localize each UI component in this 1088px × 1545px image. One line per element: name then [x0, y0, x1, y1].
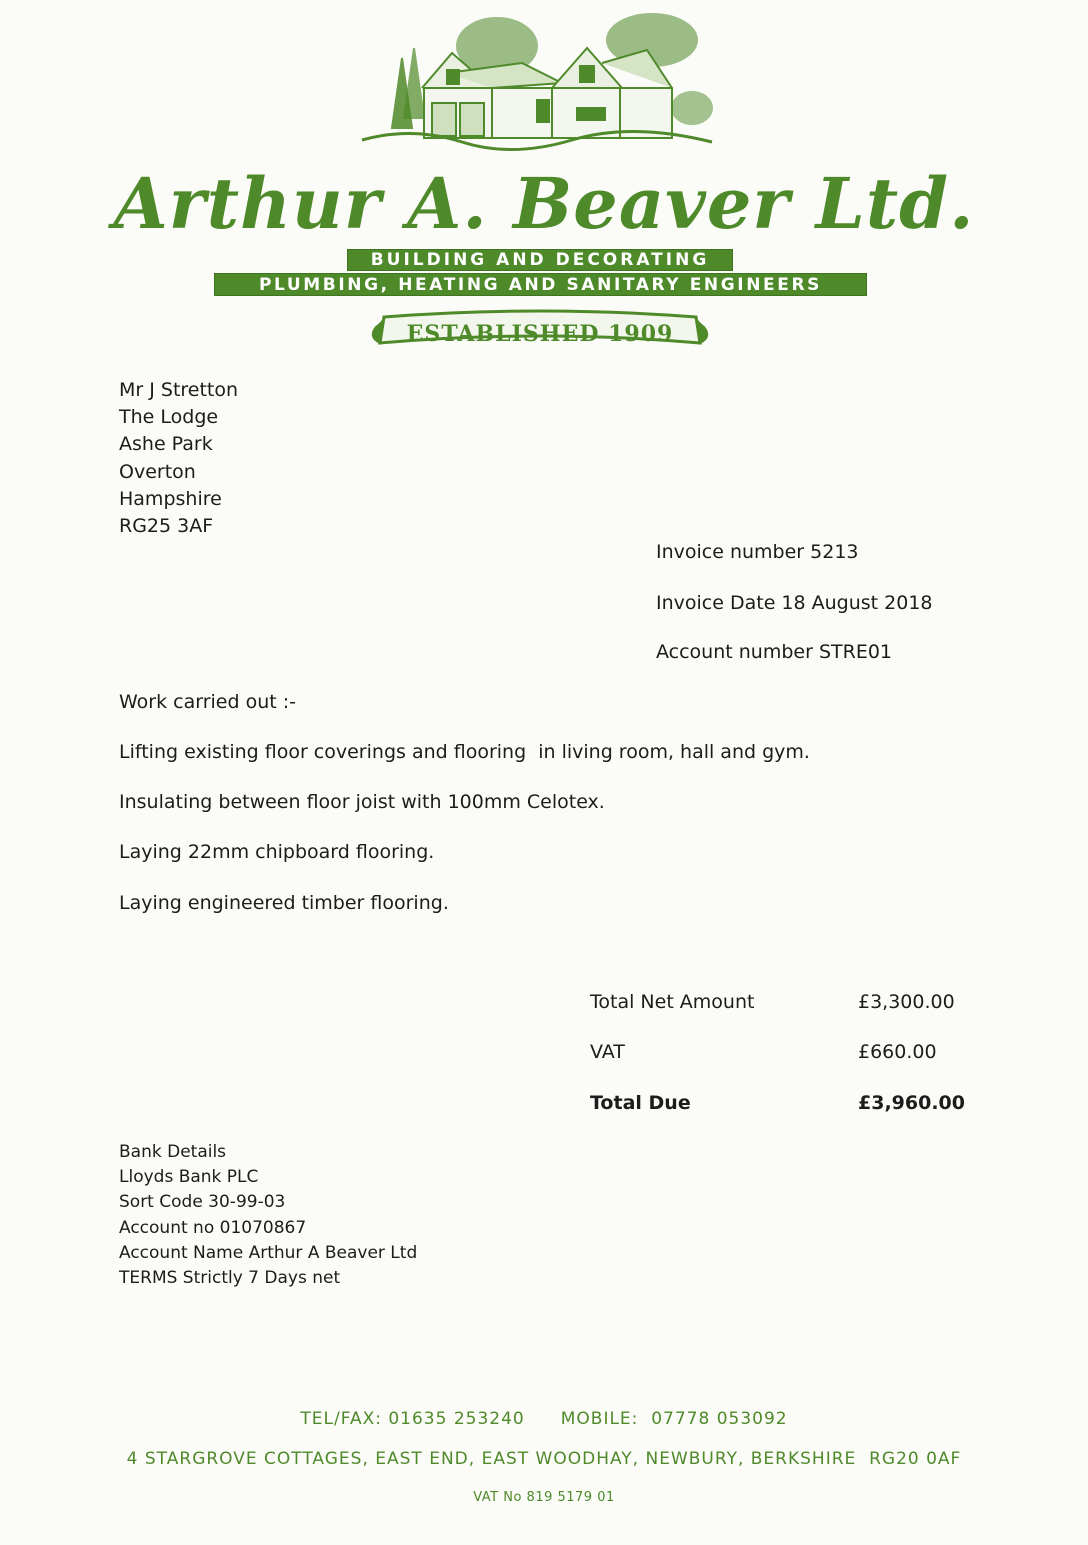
total-due-label: Total Due [590, 1092, 691, 1114]
bank-line: Sort Code 30-99-03 [119, 1192, 286, 1213]
bank-line: Bank Details [119, 1142, 227, 1162]
address-line: Hampshire [119, 487, 222, 510]
company-name-logo: Arthur A. Beaver Ltd. [113, 162, 975, 245]
work-heading: Work carried out :- [119, 691, 297, 713]
established-banner [366, 303, 714, 367]
services-band-plumbing: PLUMBING, HEATING AND SANITARY ENGINEERS [214, 273, 867, 296]
work-item: Insulating between floor joist with 100mm Celotex. [119, 791, 605, 813]
bank-line: Account no 01070867 [119, 1217, 307, 1238]
work-item: Lifting existing floor coverings and flooring in living room, hall and gym. [119, 741, 810, 763]
address-line: RG25 3AF [119, 514, 214, 537]
footer-contact [0, 1409, 1088, 1429]
vat-label: VAT [590, 1041, 625, 1063]
address-line: Mr J Stretton [119, 379, 239, 401]
invoice-date: Invoice Date 18 August 2018 [656, 592, 933, 614]
address-line: Ashe Park [119, 433, 213, 456]
bank-details [119, 1140, 417, 1291]
footer-address: 4 STARGROVE COTTAGES, EAST END, EAST WOODHAY, NEWBURY, BERKSHIRE RG20 0AF [126, 1449, 962, 1469]
work-item: Laying engineered timber flooring. [119, 892, 449, 914]
footer-vat-number: VAT No 819 5179 01 [473, 1490, 615, 1505]
net-amount-value: £3,300.00 [858, 991, 955, 1013]
house-illustration-logo [352, 8, 722, 158]
bank-line: Lloyds Bank PLC [119, 1167, 259, 1188]
recipient-address [119, 377, 238, 540]
established-banner-text: ESTABLISHED 1909 [406, 321, 674, 347]
total-due-value: £3,960.00 [858, 1092, 965, 1114]
bank-line: TERMS Strictly 7 Days net [119, 1267, 341, 1288]
work-item: Laying 22mm chipboard flooring. [119, 841, 435, 863]
services-band-building: BUILDING AND DECORATING [347, 249, 733, 271]
address-line: Overton [119, 460, 196, 483]
net-amount-label: Total Net Amount [590, 991, 755, 1013]
footer-tel: TEL/FAX: 01635 253240 [300, 1409, 525, 1429]
account-number: Account number STRE01 [656, 641, 892, 663]
footer-mobile: MOBILE: 07778 053092 [560, 1409, 788, 1429]
bank-line: Account Name Arthur A Beaver Ltd [119, 1242, 418, 1263]
vat-value: £660.00 [858, 1041, 937, 1063]
address-line: The Lodge [119, 406, 219, 429]
invoice-number: Invoice number 5213 [656, 541, 859, 563]
